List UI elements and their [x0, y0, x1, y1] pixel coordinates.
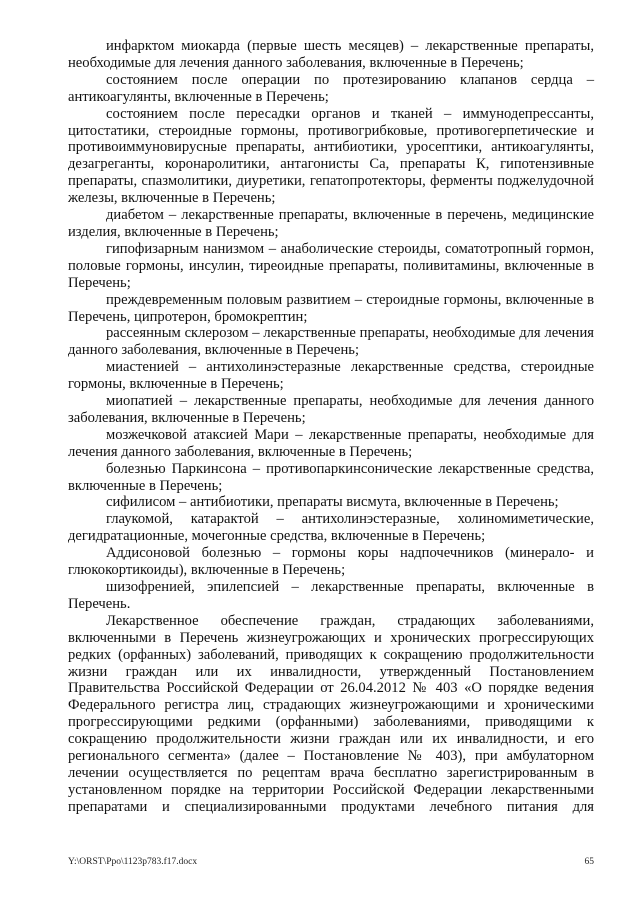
paragraph-diabetes: диабетом – лекарственные препараты, включенные в перечень, медицинские изделия, включенные в Перечень;: [68, 207, 594, 240]
footer-file-path: Y:\ORST\Ppo\1123p783.f17.docx: [68, 857, 198, 867]
document-body: [68, 38, 594, 816]
paragraph-myopathy: миопатией – лекарственные препараты, необходимые для лечения данного заболевания, включенные в Перечень;: [68, 393, 594, 426]
paragraph-myasthenia: миастенией – антихолинэстеразные лекарственные средства, стероидные гормоны, включенные в Перечень;: [68, 359, 594, 393]
paragraph-syphilis: сифилисом – антибиотики, препараты висмута, включенные в Перечень;: [106, 494, 559, 511]
paragraph-addison: Аддисоновой болезнью – гормоны коры надпочечников (минерало- и глюкокортикоиды), включенные в Перечень;: [68, 545, 594, 579]
paragraph-pituitary-dwarfism: гипофизарным нанизмом – анаболические стероиды, соматотропный гормон, половые гормоны, инсулин, тиреоидные препараты, поливитамины, включенные в Перечень;: [68, 240, 594, 291]
paragraph-marie-ataxia: мозжечковой атаксией Мари – лекарственные препараты, необходимые для лечения данного заболевания, включенные в Перечень;: [68, 426, 594, 460]
paragraph-schizophrenia: шизофренией, эпилепсией – лекарственные препараты, включенные в Перечень.: [68, 579, 594, 612]
paragraph-glaucoma: глаукомой, катарактой – антихолинэстеразные, холиномиметические, дегидратационные, мочегонные средства, включенные в Перечень;: [68, 511, 594, 545]
page-number: 65: [584, 857, 594, 867]
paragraph-transplant: состоянием после пересадки органов и тканей – иммунодепрессанты, цитостатики, стероидные гормоны, противогрибковые, противогерпетические и противоиммуновирусные препараты, антибиотики, уросептики, антикоагулянты, дезагреганты, коронаролитики, антагонисты Са, препараты К, гипотензивные препараты, спазмолитики, диуретики, гепатопротекторы, ферменты поджелудочной железы, включенные в Перечень;: [68, 105, 594, 207]
paragraph-precocious-puberty: преждевременным половым развитием – стероидные гормоны, включенные в Перечень, ципротерон, бромокрептин;: [68, 291, 594, 325]
paragraph-multiple-sclerosis: рассеянным склерозом – лекарственные препараты, необходимые для лечения данного заболевания, включенные в Перечень;: [68, 325, 594, 359]
paragraph-parkinson: болезнью Паркинсона – противопаркинсонические лекарственные средства, включенные в Перечень;: [68, 460, 594, 494]
paragraph-orphan-diseases: Лекарственное обеспечение граждан, страдающих заболеваниями, включенными в Перечень жизнеугрожающих и хронических прогрессирующих редких (орфанных) заболеваний, приводящих к сокращению продолжительности жизни граждан или их инвалидности, утвержденный Постановлением Правительства Российской Федерации от 26.04.2012 № 403 «О порядке ведения Федерального регистра лиц, страдающих жизнеугрожающими и хроническими прогрессирующими редкими (орфанными) заболеваниями, приводящими к сокращению продолжительности жизни граждан или их инвалидности, и его регионального сегмента» (далее – Постановление № 403), при амбулаторном лечении осуществляется по рецептам врача бесплатно зарегистрированным в установленном порядке на территории Российской Федерации лекарственными препаратами и специализированными продуктами лечебного питания для: [68, 612, 594, 815]
paragraph-heart-valve: состоянием после операции по протезированию клапанов сердца – антикоагулянты, включенные в Перечень;: [68, 71, 594, 105]
paragraph-myocardial-infarction: инфарктом миокарда (первые шесть месяцев) – лекарственные препараты, необходимые для лечения данного заболевания, включенные в Перечень;: [68, 38, 594, 71]
